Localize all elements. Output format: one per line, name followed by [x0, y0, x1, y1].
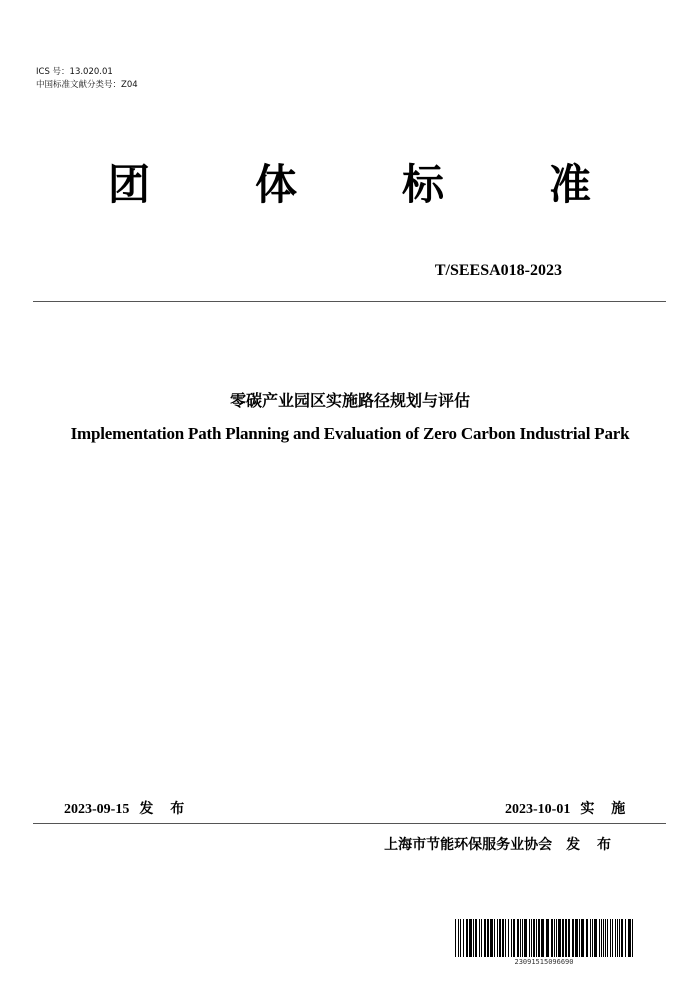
release-date-block: [64, 798, 190, 818]
issuer-block: [0, 834, 617, 854]
ccs-number: 中国标准文献分类号：Z04: [36, 80, 138, 90]
title-english: Implementation Path Planning and Evaluation of Zero Carbon Industrial Park: [70, 424, 630, 443]
barcode-number: 23091515096690: [514, 958, 574, 966]
title-chinese: 零碳产业园区实施路径规划与评估: [229, 391, 470, 410]
standard-type-char: 准: [549, 160, 592, 209]
bottom-divider: [33, 823, 666, 824]
release-label: 发 布: [139, 801, 191, 817]
issuer-label: 发 布: [566, 837, 617, 853]
standard-type-char: 体: [255, 160, 298, 209]
standard-type-char: 标: [402, 160, 445, 209]
implement-date: 2023-10-01: [505, 802, 571, 817]
ics-number: ICS 号：13.020.01: [36, 67, 113, 77]
release-date: 2023-09-15: [64, 802, 130, 817]
standard-type-char: 团: [108, 160, 151, 209]
classification-meta: [36, 66, 138, 92]
top-divider: [33, 301, 666, 302]
implement-date-block: [505, 798, 631, 818]
standard-type-heading: [0, 158, 700, 218]
issuer-name: 上海市节能环保服务业协会: [384, 837, 553, 853]
implement-label: 实 施: [580, 801, 632, 817]
standard-code: T/SEESA018-2023: [434, 262, 562, 279]
barcode-image: [455, 919, 633, 957]
